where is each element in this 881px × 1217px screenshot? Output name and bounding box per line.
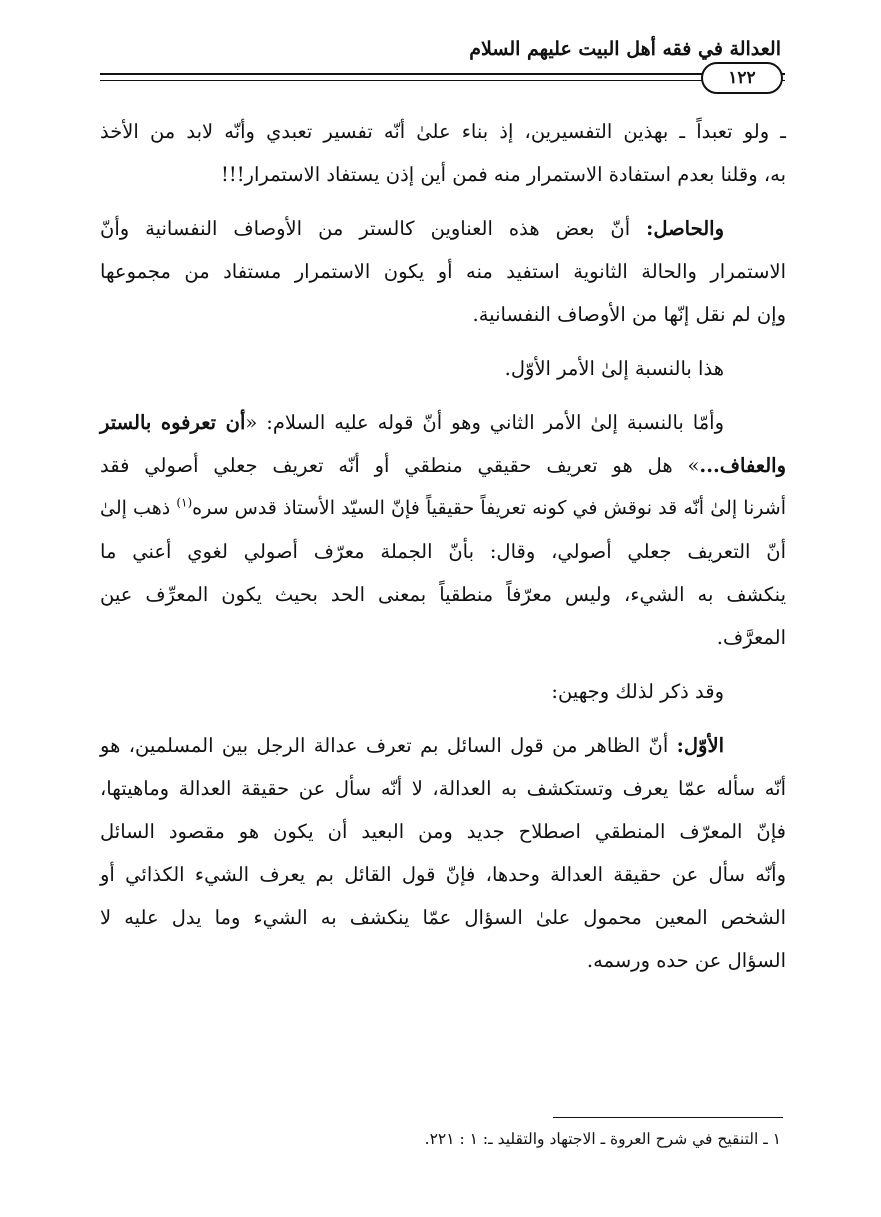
text-line: أنّ التعريف جعلي أصولي، وقال: بأنّ الجملة معرّف أصولي لغوي أعني ما <box>100 540 786 563</box>
text-line: الشخص المعين محمول علىٰ السؤال عمّا ينكشف به الشيء وما يدل عليه لا <box>100 906 786 929</box>
text-line <box>100 724 786 767</box>
running-header-title: العدالة في فقه أهل البيت عليهم السلام <box>469 38 781 60</box>
text-line: هذا بالنسبة إلىٰ الأمر الأوّل. <box>504 357 724 380</box>
text-line: فإنّ المعرّف المنطقي اصطلاح جديد ومن البعيد أن يكون هو مقصود السائل <box>100 820 786 843</box>
header-rule-thick <box>100 73 785 75</box>
paragraph-gap <box>100 196 786 207</box>
quoted-hadith: أن تعرفوه بالستر <box>100 411 246 434</box>
quoted-hadith-end: والعفاف... <box>699 454 786 477</box>
footnote-marker: (١) <box>176 495 193 510</box>
paragraph-gap <box>100 659 786 670</box>
text-line <box>100 401 786 444</box>
term-hasil: والحاصل: <box>646 217 724 240</box>
term-awwal: الأوّل: <box>676 734 724 757</box>
text-segment: أشرنا إلىٰ أنّه قد نوقش في كونه تعريفاً حقيقياً فإنّ السيّد الأستاذ قدس سره <box>192 497 786 519</box>
text-line: الاستمرار والحالة الثانوية استفيد منه أو يكون الاستمرار مستفاد من مجموعها <box>100 260 786 283</box>
text-line: وقد ذكر لذلك وجهين: <box>551 680 724 703</box>
body-text <box>100 110 786 982</box>
text-line: المعرَّف. <box>716 626 786 649</box>
text-segment: أنّ بعض هذه العناوين كالستر من الأوصاف النفسانية وأنّ <box>100 217 647 240</box>
page-number-badge <box>701 62 783 94</box>
page-number: ١٢٢ <box>728 68 756 88</box>
footnote-rule <box>553 1117 783 1118</box>
text-line: به، وقلنا بعدم استفادة الاستمرار منه فمن أين إذن يستفاد الاستمرار!!! <box>221 163 786 186</box>
text-line: أنّه سأله عمّا يعرف وتستكشف به العدالة، لا أنّه سأل عن حقيقة العدالة وماهيتها، <box>100 777 786 800</box>
text-line <box>100 444 786 487</box>
text-line <box>100 487 786 530</box>
footnote: ١ ـ التنقيح في شرح العروة ـ الاجتهاد والتقليد ـ: ١ : ٢٢١. <box>424 1130 781 1148</box>
text-line: وأنّه سأل عن حقيقة العدالة وحدها، فإنّ قول القائل بم يعرف الشيء الكذائي أو <box>100 863 786 886</box>
paragraph-gap <box>100 390 786 401</box>
text-segment: أنّ الظاهر من قول السائل بم تعرف عدالة الرجل بين المسلمين، هو <box>100 734 677 757</box>
text-line: ينكشف به الشيء، وليس معرّفاً منطقياً بمعنى الحد بحيث يكون المعرِّف عين <box>100 583 786 606</box>
text-segment: ذهب إلىٰ <box>100 497 177 519</box>
text-segment: وأمّا بالنسبة إلىٰ الأمر الثاني وهو أنّ قوله عليه السلام: « <box>245 411 724 434</box>
text-line: السؤال عن حده ورسمه. <box>586 949 786 972</box>
text-segment: » هل هو تعريف حقيقي منطقي أو أنّه تعريف جعلي أصولي فقد <box>100 454 700 477</box>
paragraph-gap <box>100 336 786 347</box>
text-line: وإن لم نقل إنّها من الأوصاف النفسانية. <box>472 303 786 326</box>
header-rule-thin <box>100 80 785 81</box>
text-line <box>100 207 786 250</box>
paragraph-gap <box>100 713 786 724</box>
text-line: ـ ولو تعبداً ـ بهذين التفسيرين، إذ بناء علىٰ أنّه تفسير تعبدي وأنّه لابد من الأخذ <box>100 120 786 143</box>
